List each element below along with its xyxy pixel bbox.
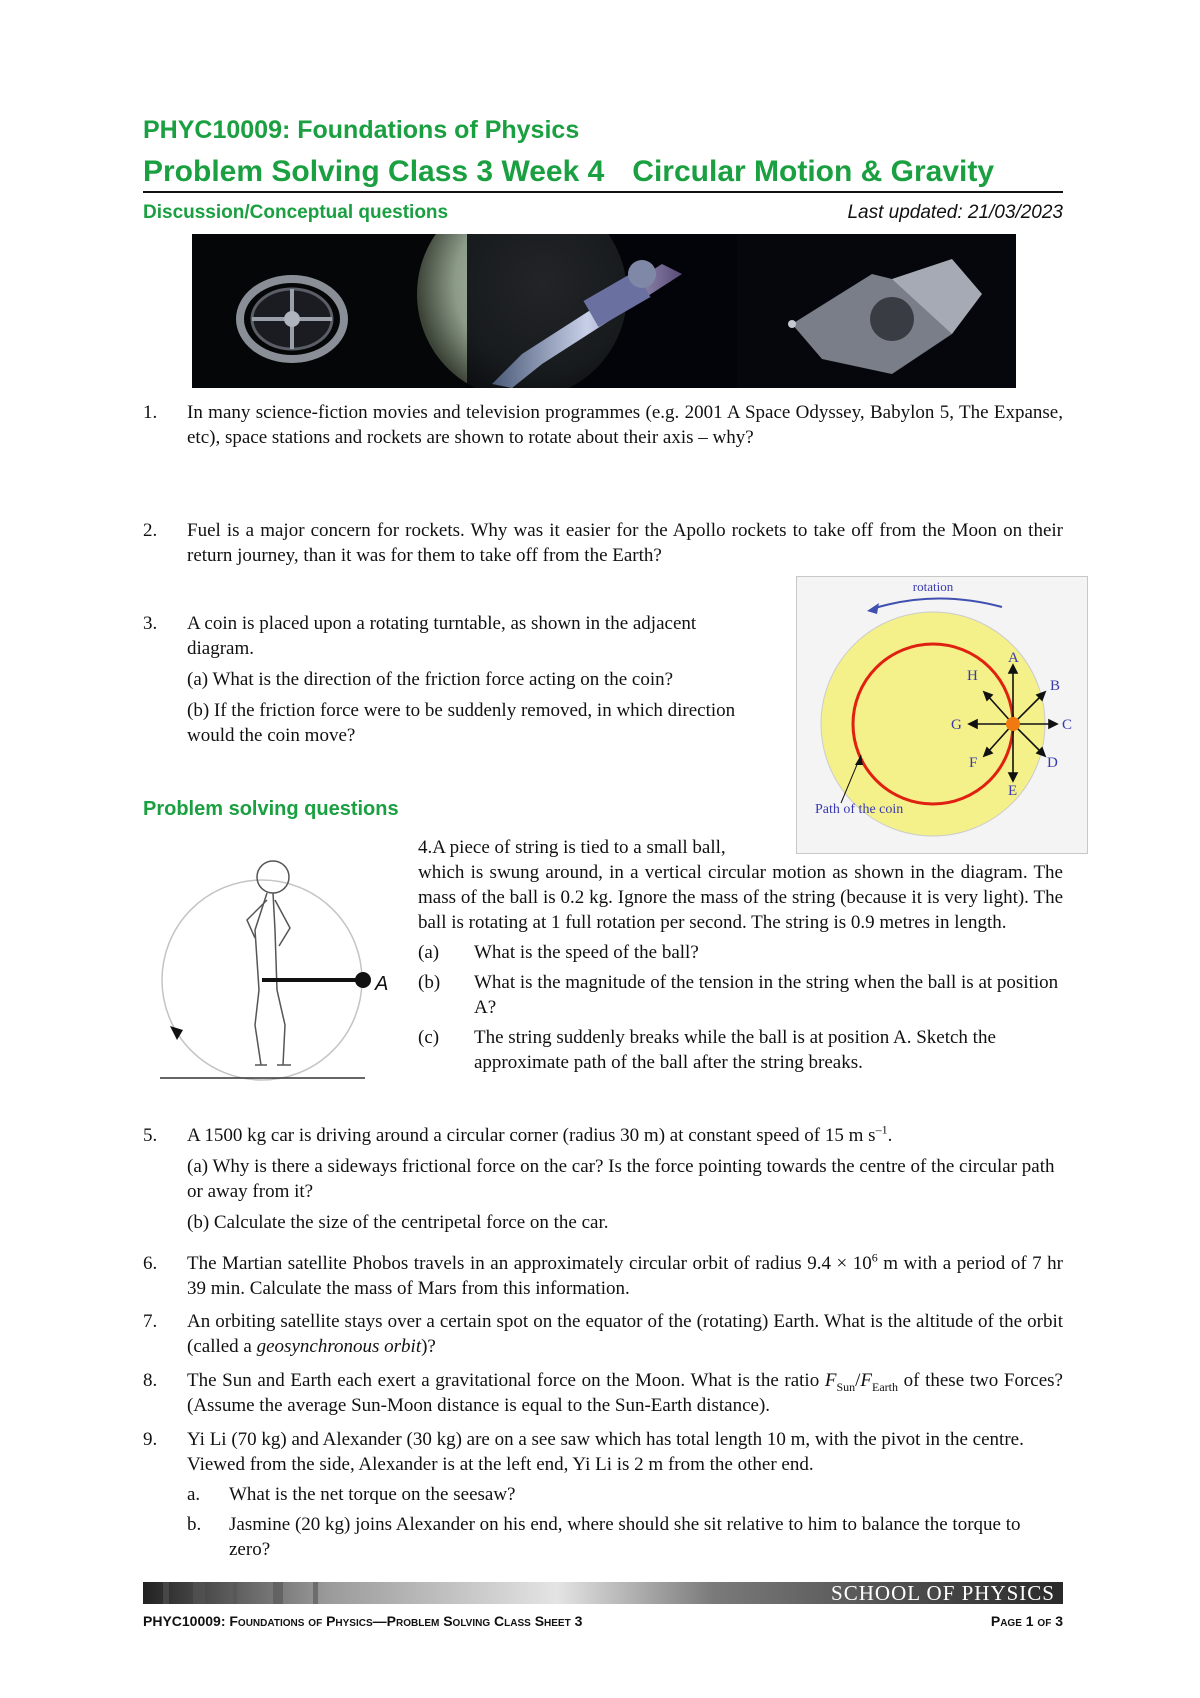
footer-text: PHYC10009: Foundations of Physics—Problem Solving Class Sheet 3	[143, 1613, 583, 1629]
question-text: A 1500 kg car is driving around a circular corner (radius 30 m) at constant speed of 15 m $s^{-1}$.	[187, 1122, 893, 1146]
question-text: Yi Li (70 kg) and Alexander (30 kg) are on a see saw which has total length 10 m, with the pivot in the centre. Viewed from the side, Alexander is at the left end, Yi Li is 2 m from the other end.	[187, 1429, 1024, 1475]
page-number: Page 1 of 3	[990, 1613, 1063, 1629]
question-text: An orbiting satellite stays over a certain spot on the equator of the (rotating) Earth. What is the altitude of the orbit (called a geosynchronous orbit)?	[187, 1311, 1063, 1357]
rotation-label: rotation	[912, 579, 954, 594]
course-title: PHYC10009: Foundations of Physics	[143, 116, 580, 144]
question-text: Fuel is a major concern for rockets. Why was it easier for the Apollo rockets to take off from the Moon on their return journey, than it was for them to take off from the Earth?	[187, 520, 1063, 566]
question-6	[143, 1251, 1063, 1301]
coin-icon	[1006, 717, 1020, 731]
question-number: 5.	[143, 1125, 158, 1146]
svg-text:F: F	[969, 755, 978, 771]
question-part-b: b. Jasmine (20 kg) joins Alexander on his end, where should she sit relative to him to balance the torque to zero?	[187, 1514, 1021, 1560]
title-right: Circular Motion & Gravity	[632, 155, 995, 188]
question-part-b: (b) What is the magnitude of the tension in the string when the ball is at position A?	[418, 972, 1059, 1018]
school-of-physics-logo: SCHOOL OF PHYSICS	[831, 1582, 1055, 1604]
question-2	[143, 518, 1063, 568]
question-part-a: (a) Why is there a sideways frictional force on the car? Is the force pointing towards the centre of the circular path or away from it?	[187, 1156, 1055, 1202]
question-9	[143, 1427, 1063, 1562]
vertical-circle-diagram	[155, 850, 405, 1095]
question-number: 9.	[143, 1429, 158, 1450]
question-number: 3.	[143, 613, 158, 634]
svg-text:G: G	[951, 717, 962, 733]
header-rule	[143, 191, 1063, 193]
question-text: The Martian satellite Phobos travels in an approximately circular orbit of radius $9.4 \times 10^6$ m with a period of 7 hr 39 min. Calculate the mass of Mars from this information.	[187, 1250, 1064, 1299]
question-number: 7.	[143, 1311, 158, 1332]
question-number: 2.	[143, 520, 158, 541]
section-heading-problem-solving: Problem solving questions	[143, 798, 399, 820]
question-part-a: (a) What is the direction of the friction force acting on the coin?	[187, 669, 674, 690]
page-title	[143, 155, 1063, 189]
question-3	[143, 611, 753, 748]
question-part-a: a. What is the net torque on the seesaw?	[187, 1484, 516, 1505]
svg-text:C: C	[1062, 717, 1073, 733]
rotation-arrow-icon	[867, 603, 879, 614]
position-a-label: A	[375, 973, 389, 995]
svg-text:B: B	[1050, 678, 1061, 694]
question-text: The Sun and Earth each exert a gravitational force on the Moon. What is the ratio $F_{Sun}/F_{Earth}$ of these two Forces? (Assume the average Sun-Moon distance is equal to the Sun-Earth distance).	[187, 1370, 1063, 1416]
question-text: In many science-fiction movies and television programmes (e.g. 2001 A Space Odyssey, Babylon 5, The Expanse, etc), space stations and rockets are shown to rotate about their axis – why?	[187, 402, 1063, 448]
question-part-b: (b) If the friction force were to be suddenly removed, in which direction would the coin move?	[187, 700, 736, 746]
turntable-diagram	[796, 576, 1088, 854]
question-8	[143, 1368, 1063, 1418]
person-head-icon	[257, 861, 289, 893]
wheel-station-icon	[240, 279, 344, 359]
question-text: which is swung around, in a vertical circular motion as shown in the diagram. The mass of the ball is 0.2 kg. Ignore the mass of the string (because it is very light). The ball is rotating at 1 full rotation per second. The string is 0.9 metres in length.	[418, 862, 1063, 933]
svg-text:E: E	[1008, 783, 1018, 799]
question-7	[143, 1309, 1063, 1359]
svg-text:A: A	[1008, 650, 1019, 666]
svg-text:H: H	[967, 668, 978, 684]
question-part-a: (a) What is the speed of the ball?	[418, 942, 699, 963]
question-number: 6.	[143, 1253, 158, 1274]
question-1	[143, 400, 1063, 450]
question-5	[143, 1123, 1063, 1235]
question-number: 1.	[143, 402, 158, 423]
space-stations-banner	[192, 234, 1016, 388]
svg-text:D: D	[1047, 755, 1058, 771]
path-label: Path of the coin	[815, 802, 904, 817]
last-updated: Last updated: 21/03/2023	[847, 202, 1063, 223]
question-number: 8.	[143, 1370, 158, 1391]
question-part-c: (c) The string suddenly breaks while the ball is at position A. Sketch the approximate path of the ball after the string breaks.	[418, 1027, 996, 1073]
question-lead: 4.A piece of string is tied to a small ball,	[418, 837, 726, 858]
question-part-b: (b) Calculate the size of the centripetal force on the car.	[187, 1212, 609, 1233]
question-4	[418, 835, 1063, 1075]
ball-icon	[355, 972, 371, 988]
footer-banner	[143, 1582, 1063, 1604]
banner-illustration	[192, 234, 1016, 388]
title-left: Problem Solving Class 3 Week 4	[143, 155, 605, 188]
question-text: A coin is placed upon a rotating turntable, as shown in the adjacent diagram.	[187, 613, 697, 659]
section-heading-conceptual: Discussion/Conceptual questions	[143, 202, 449, 223]
